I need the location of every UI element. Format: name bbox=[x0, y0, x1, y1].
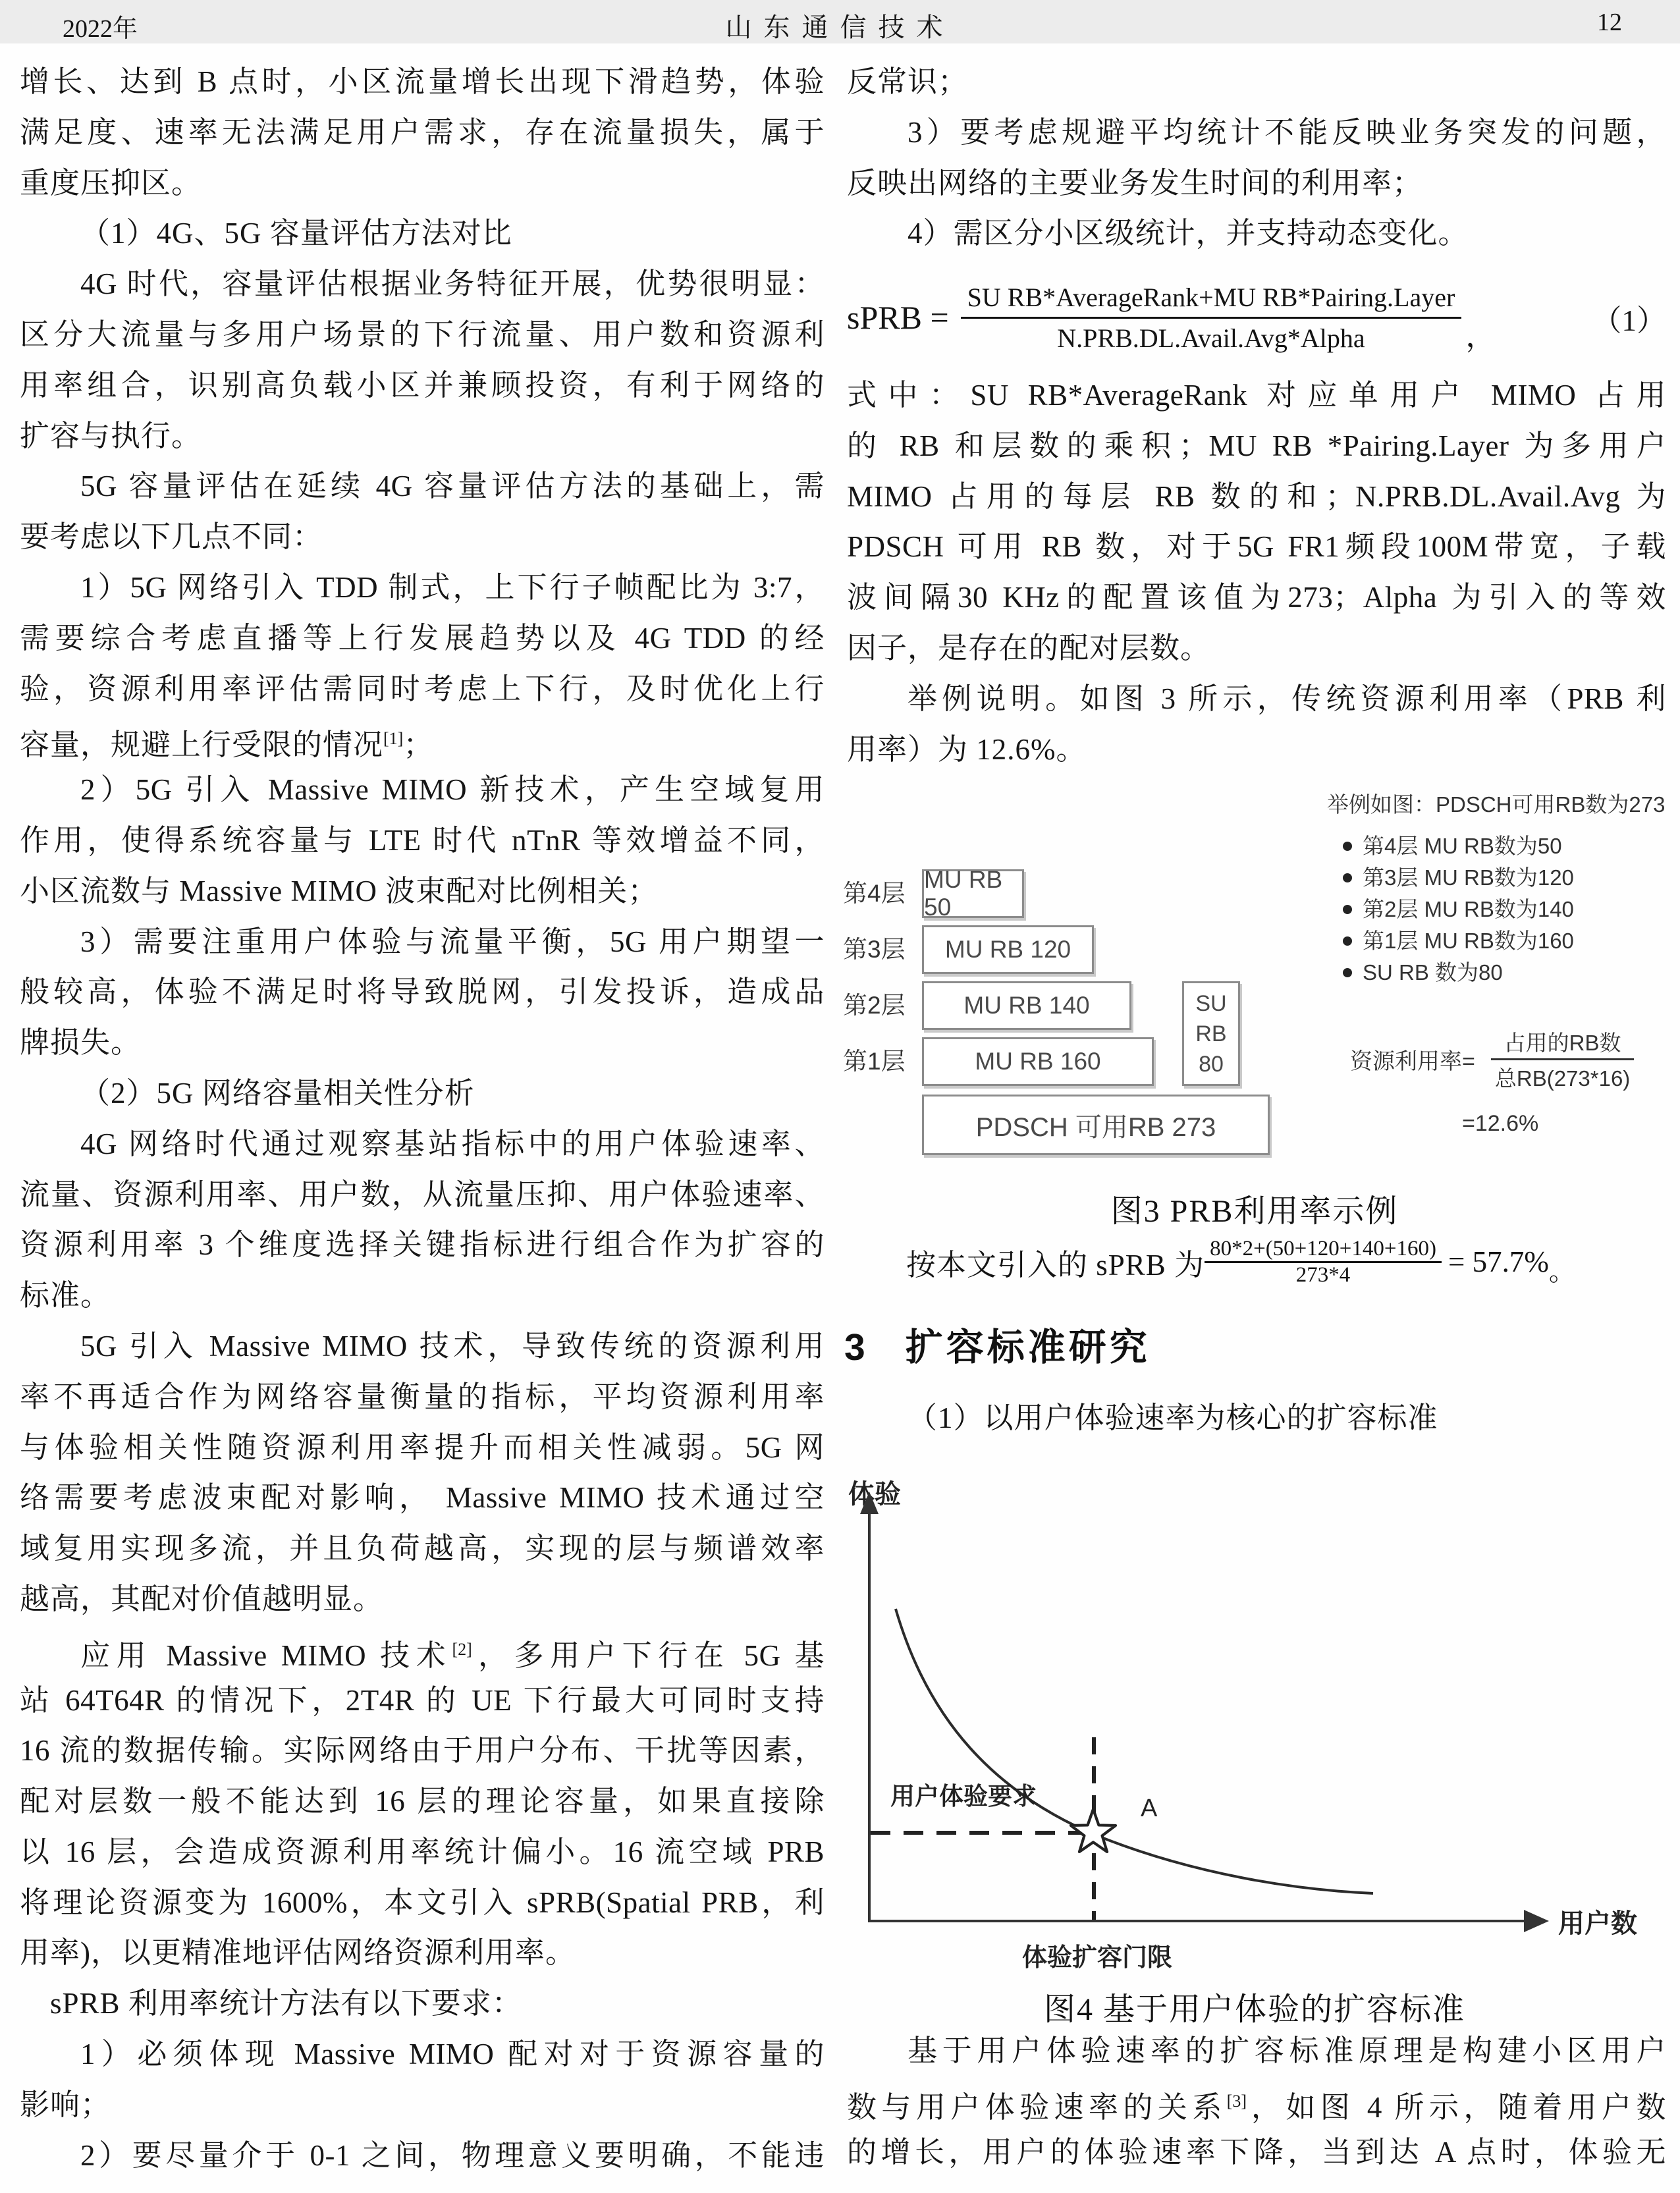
text-line: MIMO 占用的每层 RB 数的和；N.PRB.DL.Avail.Avg 为 bbox=[847, 479, 1666, 513]
text-line: 验，资源利用率评估需同时考虑上下行，及时优化上行 bbox=[20, 672, 825, 705]
page-header bbox=[0, 0, 1680, 43]
text-line: 因子，是存在的配对层数。 bbox=[847, 631, 1211, 664]
sprb-example-result: = 57.7% bbox=[1448, 1245, 1549, 1278]
bullet-dot-icon bbox=[1343, 905, 1352, 914]
text-line: 3）需要注重用户体验与流量平衡，5G 用户期望一 bbox=[80, 925, 825, 958]
text-line: 用率组合，识别高负载小区并兼顾投资，有利于网络的 bbox=[20, 368, 825, 402]
sprb-example-line bbox=[847, 1226, 1666, 1297]
text-line: 区分大流量与多用户场景的下行流量、用户数和资源利 bbox=[20, 317, 825, 351]
equation-numerator: SU RB*AverageRank+MU RB*Pairing.Layer bbox=[967, 282, 1455, 312]
text-line: 重度压抑区。 bbox=[20, 166, 202, 200]
su-rb-box-line: 80 bbox=[1199, 1051, 1224, 1077]
text-line: sPRB 利用率统计方法有以下要求： bbox=[50, 1987, 522, 2020]
figure3-caption: 图3 PRB利用率示例 bbox=[1110, 1194, 1399, 1229]
text-line: 的 RB 和层数的乘积；MU RB *Pairing.Layer 为多用户 bbox=[847, 429, 1666, 462]
text-line: 基于用户体验速率的扩容标准原理是构建小区用户 bbox=[908, 2034, 1666, 2067]
text-line: 5G 引入 Massive MIMO 技术，导致传统的资源利用 bbox=[80, 1329, 825, 1363]
layer-box: MU RB 160 bbox=[922, 1037, 1154, 1086]
pdsch-box: PDSCH 可用RB 273 bbox=[922, 1095, 1270, 1155]
text-line: 要考虑以下几点不同： bbox=[20, 520, 323, 554]
text-line: 站 64T64R 的情况下，2T4R 的 UE 下行最大可同时支持 bbox=[20, 1683, 825, 1717]
text-line: 络需要考虑波束配对影响， Massive MIMO 技术通过空 bbox=[20, 1481, 825, 1515]
text-line: 应用 Massive MIMO 技术[2]，多用户下行在 5G 基 bbox=[80, 1638, 825, 1672]
text-line: 数与用户体验速率的关系[3]，如图 4 所示，随着用户数 bbox=[847, 2090, 1666, 2124]
text-line: 用率）为 12.6%。 bbox=[847, 732, 1087, 766]
layer-label: 第3层 bbox=[843, 936, 906, 963]
figure3-bullet-item: SU RB 数为80 bbox=[1327, 957, 1669, 988]
bullet-dot-icon bbox=[1343, 873, 1352, 882]
section3-heading bbox=[844, 1317, 1151, 1371]
text-line: 1）必须体现 Massive MIMO 配对对于资源容量的 bbox=[80, 2038, 825, 2071]
text-line: 4G 网络时代通过观察基站指标中的用户体验速率、 bbox=[80, 1127, 825, 1160]
figure3-bullet-item: 第4层 MU RB数为50 bbox=[1327, 830, 1669, 862]
text-line: 16 流的数据传输。实际网络由于用户分布、干扰等因素， bbox=[20, 1734, 825, 1768]
text-line: （2）5G 网络容量相关性分析 bbox=[80, 1076, 475, 1110]
text-line: 牌损失。 bbox=[20, 1026, 142, 1060]
text-line: 2）要尽量介于 0-1 之间，物理意义要明确，不能违 bbox=[80, 2138, 825, 2172]
text-line: 域复用实现多流，并且负荷越高，实现的层与频谱效率 bbox=[20, 1532, 825, 1565]
utilization-denominator: 总RB(273*16) bbox=[1494, 1066, 1631, 1091]
text-line: 式中：SU RB*AverageRank 对应单用户 MIMO 占用 bbox=[847, 379, 1666, 412]
figure4-y-axis-label: 体验 bbox=[848, 1480, 901, 1509]
text-line: 满足度、速率无法满足用户需求，存在流量损失，属于 bbox=[20, 115, 825, 149]
text-line: 与体验相关性随资源利用率提升而相关性减弱。5G 网 bbox=[20, 1430, 825, 1464]
text-line: 反映出网络的主要业务发生时间的利用率； bbox=[847, 166, 1423, 200]
text-line: 般较高，体验不满足时将导致脱网，引发投诉，造成品 bbox=[20, 975, 825, 1009]
equation-denominator: N.PRB.DL.Avail.Avg*Alpha bbox=[1057, 323, 1365, 353]
sprb-example-fraction bbox=[1205, 1237, 1442, 1287]
su-rb-box-line: SU bbox=[1195, 990, 1227, 1016]
figure4-threshold-label: 体验扩容门限 bbox=[1022, 1944, 1173, 1972]
header-page-number: 12 bbox=[1597, 9, 1622, 36]
text-line: 反常识； bbox=[847, 65, 969, 98]
text-line: 配对层数一般不能达到 16 层的理论容量，如果直接除 bbox=[20, 1785, 825, 1818]
equation-number: （1） bbox=[1592, 304, 1666, 337]
text-line: 用率)，以更精准地评估网络资源利用率。 bbox=[20, 1936, 576, 1970]
text-line: 的增长，用户的体验速率下降，当到达 A 点时，体验无 bbox=[847, 2135, 1666, 2169]
equation-1 bbox=[847, 262, 1666, 373]
figure3-utilization-formula bbox=[1350, 1025, 1666, 1137]
text-line: 以 16 层，会造成资源利用率统计偏小。16 流空域 PRB bbox=[20, 1835, 825, 1868]
layer-box: MU RB 120 bbox=[922, 925, 1094, 974]
equation-comma: ， bbox=[1465, 319, 1496, 353]
text-line: 1）5G 网络引入 TDD 制式，上下行子帧配比为 3:7， bbox=[80, 570, 825, 604]
text-line: 扩容与执行。 bbox=[20, 419, 202, 452]
text-line: 4G 时代，容量评估根据业务特征开展，优势很明显： bbox=[80, 267, 825, 301]
right-column-mid bbox=[847, 370, 1666, 774]
section3-subheading: （1）以用户体验速率为核心的扩容标准 bbox=[908, 1401, 1438, 1434]
layer-label: 第4层 bbox=[843, 880, 906, 907]
su-rb-box-line: RB bbox=[1195, 1021, 1227, 1046]
bullet-dot-icon bbox=[1343, 936, 1352, 946]
header-year: 2022年 bbox=[63, 15, 138, 43]
utilization-fraction bbox=[1491, 1025, 1634, 1094]
star-marker-icon bbox=[1068, 1806, 1118, 1859]
figure4-caption: 图4 基于用户体验的扩容标准 bbox=[1043, 1992, 1465, 2027]
text-line: （1）4G、5G 容量评估方法对比 bbox=[80, 217, 512, 250]
equation-lhs: sPRB = bbox=[847, 299, 949, 336]
figure3-notes-title: 举例如图：PDSCH可用RB数为273 bbox=[1327, 792, 1666, 817]
equation-fraction bbox=[961, 282, 1462, 354]
layer-label: 第2层 bbox=[843, 992, 906, 1019]
figure4-experience-chart bbox=[843, 1465, 1666, 1979]
text-line: 小区流数与 Massive MIMO 波束配对比例相关； bbox=[20, 874, 659, 907]
figure4-point-a-label: A bbox=[1141, 1795, 1158, 1822]
right-column-top bbox=[847, 57, 1666, 259]
text-line: 标准。 bbox=[20, 1279, 111, 1313]
text-line: 将理论资源变为 1600%，本文引入 sPRB(Spatial PRB，利 bbox=[20, 1885, 825, 1919]
text-line: 3）要考虑规避平均统计不能反映业务突发的问题， bbox=[908, 115, 1666, 149]
utilization-label: 资源利用率= bbox=[1350, 1049, 1475, 1074]
text-line: 率不再适合作为网络容量衡量的指标，平均资源利用率 bbox=[20, 1380, 825, 1413]
text-line: 越高，其配对价值越明显。 bbox=[20, 1582, 384, 1615]
left-column bbox=[20, 57, 825, 2180]
text-line: 2）5G 引入 Massive MIMO 新技术，产生空域复用 bbox=[80, 773, 825, 807]
section3-number: 3 bbox=[844, 1326, 869, 1368]
text-line: 流量、资源利用率、用户数，从流量压抑、用户体验速率、 bbox=[20, 1178, 825, 1211]
text-line: 举例说明。如图 3 所示，传统资源利用率（PRB 利 bbox=[908, 682, 1666, 715]
layer-box: MU RB 50 bbox=[922, 869, 1024, 918]
figure3-bullet-item: 第3层 MU RB数为120 bbox=[1327, 862, 1669, 894]
figure3-bullet-item: 第2层 MU RB数为140 bbox=[1327, 894, 1669, 925]
figure4-curve bbox=[843, 1465, 1666, 1979]
figure4-dashed-requirement-line bbox=[871, 1831, 1093, 1835]
bullet-dot-icon bbox=[1343, 842, 1352, 851]
text-line: 4）需区分小区级统计，并支持动态变化。 bbox=[908, 217, 1469, 250]
text-line: 增长、达到 B 点时，小区流量增长出现下滑趋势，体验 bbox=[20, 65, 825, 98]
su-rb-box bbox=[1182, 981, 1240, 1086]
figure3-notes bbox=[1327, 788, 1669, 988]
text-line: 作用，使得系统容量与 LTE 时代 nTnR 等效增益不同， bbox=[20, 823, 825, 857]
figure4-x-axis-label: 用户数 bbox=[1558, 1909, 1637, 1938]
text-line: 波间隔30 KHz的配置该值为273；Alpha 为引入的等效 bbox=[847, 581, 1666, 614]
text-line: 容量，规避上行受限的情况[1]； bbox=[20, 728, 434, 762]
figure4-requirement-label: 用户体验要求 bbox=[890, 1783, 1037, 1810]
right-column-bottom bbox=[847, 2026, 1666, 2177]
utilization-numerator: 占用的RB数 bbox=[1504, 1031, 1621, 1055]
sprb-example-denominator: 273*4 bbox=[1295, 1262, 1351, 1287]
layer-box: MU RB 140 bbox=[922, 981, 1131, 1030]
sprb-example-prefix: 按本文引入的 sPRB 为 bbox=[906, 1248, 1205, 1282]
bullet-dot-icon bbox=[1343, 968, 1352, 977]
text-line: 影响； bbox=[20, 2088, 111, 2121]
text-line: 资源利用率 3 个维度选择关键指标进行组合作为扩容的 bbox=[20, 1228, 825, 1262]
sprb-example-numerator: 80*2+(50+120+140+160) bbox=[1210, 1236, 1436, 1260]
sprb-example-period: 。 bbox=[1548, 1257, 1575, 1286]
text-line: PDSCH 可用 RB 数，对于5G FR1频段100M带宽，子载 bbox=[847, 530, 1666, 564]
text-line: 5G 容量评估在延续 4G 容量评估方法的基础上，需 bbox=[80, 470, 825, 503]
figure3-bullet-item: 第1层 MU RB数为160 bbox=[1327, 925, 1669, 957]
utilization-result: =12.6% bbox=[1462, 1111, 1539, 1136]
layer-label: 第1层 bbox=[843, 1048, 906, 1075]
text-line: 需要综合考虑直播等上行发展趋势以及 4G TDD 的经 bbox=[20, 621, 825, 655]
header-journal-title: 山东通信技术 bbox=[725, 13, 955, 42]
figure3-bullet-list bbox=[1327, 830, 1669, 988]
section3-title: 扩容标准研究 bbox=[905, 1326, 1151, 1368]
